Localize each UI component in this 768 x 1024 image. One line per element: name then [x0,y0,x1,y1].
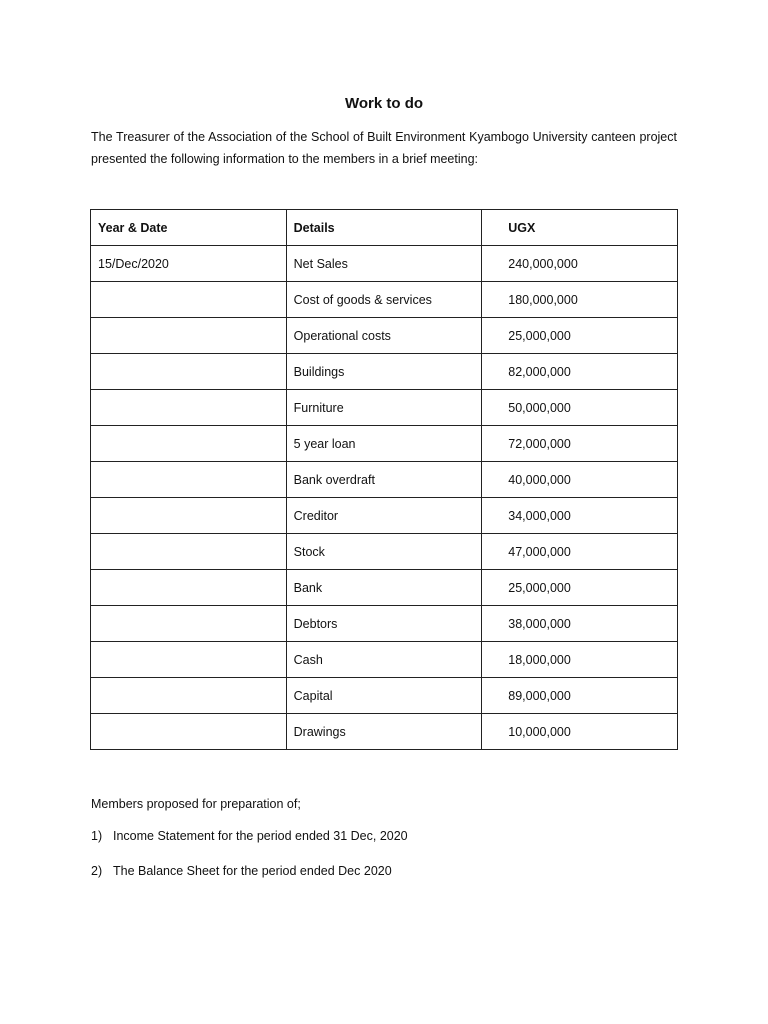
table-row [91,462,678,498]
cell-amount: 82,000,000 [482,354,678,390]
cell-date [91,462,287,498]
table-row [91,246,678,282]
table-header-row [91,210,678,246]
cell-date [91,282,287,318]
cell-amount: 25,000,000 [482,570,678,606]
task-item-income-statement [91,829,408,843]
intro-paragraph: The Treasurer of the Association of the School of Built Environment Kyambogo University canteen project presented the following information to the members in a brief meeting: [91,130,677,166]
cell-amount: 34,000,000 [482,498,678,534]
cell-amount: 72,000,000 [482,426,678,462]
table-row [91,570,678,606]
header-ugx: UGX [482,210,678,246]
table-row [91,354,678,390]
table-row [91,642,678,678]
cell-date [91,642,287,678]
table-row [91,426,678,462]
cell-details: Furniture [286,390,482,426]
cell-amount: 25,000,000 [482,318,678,354]
cell-amount: 50,000,000 [482,390,678,426]
cell-date [91,318,287,354]
cell-date [91,498,287,534]
cell-details: Bank overdraft [286,462,482,498]
cell-amount: 40,000,000 [482,462,678,498]
cell-date [91,606,287,642]
table-row [91,714,678,750]
task-text: The Balance Sheet for the period ended Dec 2020 [113,864,392,878]
header-details: Details [286,210,482,246]
cell-amount: 89,000,000 [482,678,678,714]
cell-details: Capital [286,678,482,714]
cell-details: Stock [286,534,482,570]
table-row [91,318,678,354]
table-row [91,498,678,534]
cell-details: Operational costs [286,318,482,354]
table-row [91,390,678,426]
financial-info-table [90,209,678,750]
task-text: Income Statement for the period ended 31 Dec, 2020 [113,829,408,843]
table-row [91,282,678,318]
cell-date [91,354,287,390]
cell-date [91,570,287,606]
cell-date [91,678,287,714]
cell-date [91,426,287,462]
cell-details: 5 year loan [286,426,482,462]
cell-amount: 180,000,000 [482,282,678,318]
cell-date [91,714,287,750]
cell-details: Cost of goods & services [286,282,482,318]
cell-amount: 38,000,000 [482,606,678,642]
cell-date [91,390,287,426]
cell-details: Buildings [286,354,482,390]
cell-details: Net Sales [286,246,482,282]
cell-details: Creditor [286,498,482,534]
cell-date [91,534,287,570]
cell-details: Drawings [286,714,482,750]
task-number: 1) [91,829,103,843]
task-number: 2) [91,864,103,878]
table-row [91,678,678,714]
cell-amount: 18,000,000 [482,642,678,678]
header-year-date: Year & Date [91,210,287,246]
proposal-lead: Members proposed for preparation of; [91,797,301,811]
document-title: Work to do [344,95,424,112]
task-item-balance-sheet [91,864,392,878]
table-row [91,534,678,570]
cell-details: Debtors [286,606,482,642]
cell-details: Cash [286,642,482,678]
cell-details: Bank [286,570,482,606]
table-row [91,606,678,642]
cell-date: 15/Dec/2020 [91,246,287,282]
cell-amount: 10,000,000 [482,714,678,750]
cell-amount: 240,000,000 [482,246,678,282]
cell-amount: 47,000,000 [482,534,678,570]
